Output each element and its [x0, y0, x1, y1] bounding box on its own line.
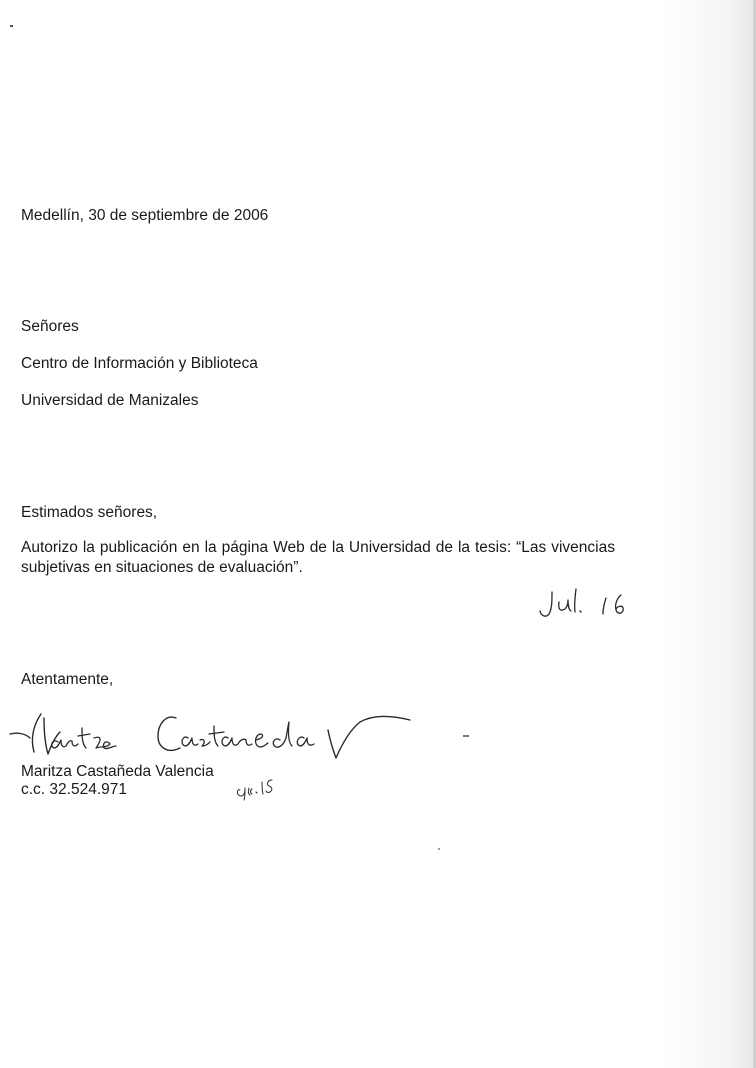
scan-speck	[463, 735, 469, 737]
closing: Atentamente,	[21, 671, 114, 688]
handwritten-note-small	[236, 776, 286, 802]
signer-id: c.c. 32.524.971	[21, 781, 127, 798]
body-paragraph: Autorizo la publicación en la página Web de la Universidad de la tesis: “Las vivencias subjetivas en situaciones de evaluación”.	[21, 539, 615, 576]
place-date: Medellín, 30 de septiembre de 2006	[21, 207, 269, 224]
signer-name: Maritza Castañeda Valencia	[21, 763, 214, 780]
scan-speck	[438, 848, 440, 850]
greeting: Estimados señores,	[21, 504, 158, 521]
handwritten-note-jul	[538, 587, 633, 621]
recipient-line-1: Señores	[21, 318, 79, 335]
recipient-line-3: Universidad de Manizales	[21, 392, 199, 409]
scan-speck	[10, 25, 13, 27]
recipient-line-2: Centro de Información y Biblioteca	[21, 355, 258, 372]
